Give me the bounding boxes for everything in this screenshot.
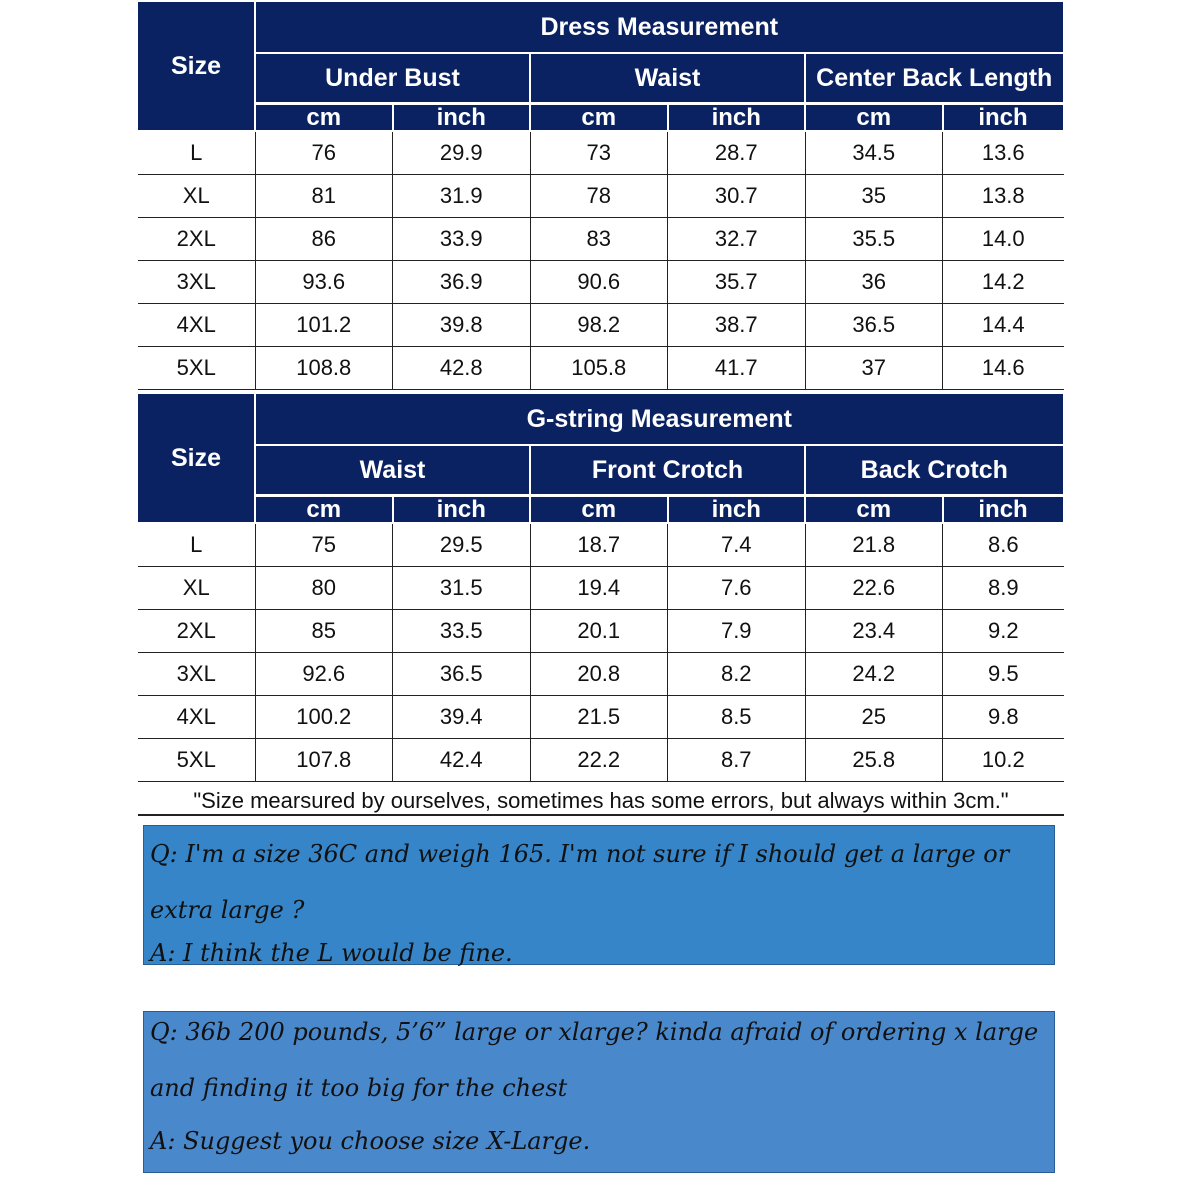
- value-cell: 22.6: [805, 567, 943, 610]
- value-cell: 28.7: [668, 131, 806, 175]
- value-cell: 8.9: [943, 567, 1064, 610]
- table-title: Dress Measurement: [255, 1, 1064, 53]
- value-cell: 13.6: [943, 131, 1064, 175]
- value-cell: 100.2: [255, 696, 393, 739]
- value-cell: 14.6: [943, 347, 1064, 390]
- answer-1: A: I think the L would be fine.: [150, 939, 513, 967]
- value-cell: 39.8: [393, 304, 531, 347]
- value-cell: 31.9: [393, 175, 531, 218]
- value-cell: 14.2: [943, 261, 1064, 304]
- value-cell: 7.4: [668, 523, 806, 567]
- size-cell: XL: [138, 175, 255, 218]
- value-cell: 19.4: [530, 567, 668, 610]
- value-cell: 35.7: [668, 261, 806, 304]
- table-row: [138, 610, 1064, 653]
- value-cell: 25: [805, 696, 943, 739]
- value-cell: 8.6: [943, 523, 1064, 567]
- table-row: [138, 653, 1064, 696]
- value-cell: 42.8: [393, 347, 531, 390]
- table-row: [138, 347, 1064, 390]
- value-cell: 33.5: [393, 610, 531, 653]
- value-cell: 86: [255, 218, 393, 261]
- size-cell: 3XL: [138, 261, 255, 304]
- group-header: Waist: [255, 445, 530, 496]
- unit-header: inch: [393, 496, 531, 524]
- value-cell: 93.6: [255, 261, 393, 304]
- value-cell: 73: [530, 131, 668, 175]
- unit-header: cm: [255, 496, 393, 524]
- value-cell: 36.9: [393, 261, 531, 304]
- table-row: [138, 696, 1064, 739]
- table-row: [138, 218, 1064, 261]
- unit-header: inch: [943, 496, 1064, 524]
- size-cell: L: [138, 131, 255, 175]
- value-cell: 14.4: [943, 304, 1064, 347]
- value-cell: 92.6: [255, 653, 393, 696]
- value-cell: 24.2: [805, 653, 943, 696]
- table-row: [138, 131, 1064, 175]
- value-cell: 39.4: [393, 696, 531, 739]
- size-cell: 4XL: [138, 696, 255, 739]
- value-cell: 35: [805, 175, 943, 218]
- unit-header: cm: [530, 496, 668, 524]
- size-cell: 2XL: [138, 218, 255, 261]
- group-header: Back Crotch: [805, 445, 1064, 496]
- value-cell: 78: [530, 175, 668, 218]
- size-header: Size: [138, 393, 255, 523]
- value-cell: 36: [805, 261, 943, 304]
- value-cell: 8.2: [668, 653, 806, 696]
- value-cell: 32.7: [668, 218, 806, 261]
- value-cell: 101.2: [255, 304, 393, 347]
- size-cell: L: [138, 523, 255, 567]
- size-cell: XL: [138, 567, 255, 610]
- value-cell: 90.6: [530, 261, 668, 304]
- value-cell: 105.8: [530, 347, 668, 390]
- value-cell: 80: [255, 567, 393, 610]
- value-cell: 36.5: [805, 304, 943, 347]
- value-cell: 13.8: [943, 175, 1064, 218]
- unit-header: cm: [530, 104, 668, 132]
- table-row: [138, 739, 1064, 782]
- table-row: [138, 261, 1064, 304]
- value-cell: 23.4: [805, 610, 943, 653]
- group-header: Front Crotch: [530, 445, 805, 496]
- value-cell: 9.5: [943, 653, 1064, 696]
- unit-header: cm: [255, 104, 393, 132]
- answer-2: A: Suggest you choose size X-Large.: [150, 1127, 591, 1155]
- group-header: Under Bust: [255, 53, 530, 104]
- table-row: [138, 567, 1064, 610]
- value-cell: 41.7: [668, 347, 806, 390]
- question-1: Q: I'm a size 36C and weigh 165. I'm not sure if I should get a large or extra large ?: [150, 840, 1010, 924]
- size-cell: 5XL: [138, 347, 255, 390]
- value-cell: 7.9: [668, 610, 806, 653]
- value-cell: 7.6: [668, 567, 806, 610]
- group-header: Center Back Length: [805, 53, 1064, 104]
- value-cell: 81: [255, 175, 393, 218]
- size-cell: 5XL: [138, 739, 255, 782]
- size-cell: 4XL: [138, 304, 255, 347]
- value-cell: 21.8: [805, 523, 943, 567]
- value-cell: 21.5: [530, 696, 668, 739]
- unit-header: cm: [805, 104, 943, 132]
- value-cell: 22.2: [530, 739, 668, 782]
- value-cell: 29.5: [393, 523, 531, 567]
- size-cell: 2XL: [138, 610, 255, 653]
- value-cell: 98.2: [530, 304, 668, 347]
- value-cell: 76: [255, 131, 393, 175]
- value-cell: 83: [530, 218, 668, 261]
- unit-header: inch: [668, 104, 806, 132]
- gstring-measurement-table: [138, 392, 1065, 782]
- value-cell: 25.8: [805, 739, 943, 782]
- value-cell: 38.7: [668, 304, 806, 347]
- value-cell: 8.5: [668, 696, 806, 739]
- value-cell: 36.5: [393, 653, 531, 696]
- value-cell: 10.2: [943, 739, 1064, 782]
- value-cell: 8.7: [668, 739, 806, 782]
- qa-box-2: [143, 1011, 1055, 1173]
- qa-box-1: [143, 825, 1055, 965]
- value-cell: 9.2: [943, 610, 1064, 653]
- table-title: G-string Measurement: [255, 393, 1064, 445]
- value-cell: 31.5: [393, 567, 531, 610]
- size-cell: 3XL: [138, 653, 255, 696]
- unit-header: inch: [943, 104, 1064, 132]
- value-cell: 37: [805, 347, 943, 390]
- value-cell: 75: [255, 523, 393, 567]
- value-cell: 30.7: [668, 175, 806, 218]
- value-cell: 35.5: [805, 218, 943, 261]
- value-cell: 85: [255, 610, 393, 653]
- value-cell: 42.4: [393, 739, 531, 782]
- value-cell: 107.8: [255, 739, 393, 782]
- group-header: Waist: [530, 53, 805, 104]
- table-row: [138, 175, 1064, 218]
- value-cell: 108.8: [255, 347, 393, 390]
- unit-header: inch: [393, 104, 531, 132]
- size-header: Size: [138, 1, 255, 131]
- table-row: [138, 523, 1064, 567]
- dress-measurement-table: [138, 0, 1065, 390]
- table-row: [138, 304, 1064, 347]
- value-cell: 20.1: [530, 610, 668, 653]
- value-cell: 33.9: [393, 218, 531, 261]
- unit-header: cm: [805, 496, 943, 524]
- value-cell: 18.7: [530, 523, 668, 567]
- value-cell: 9.8: [943, 696, 1064, 739]
- value-cell: 34.5: [805, 131, 943, 175]
- measurement-note: "Size mearsured by ourselves, sometimes has some errors, but always within 3cm.": [138, 784, 1064, 816]
- question-2: Q: 36b 200 pounds, 5’6” large or xlarge? kinda afraid of ordering x large and finding it too big for the chest: [150, 1018, 1039, 1102]
- value-cell: 14.0: [943, 218, 1064, 261]
- unit-header: inch: [668, 496, 806, 524]
- value-cell: 29.9: [393, 131, 531, 175]
- value-cell: 20.8: [530, 653, 668, 696]
